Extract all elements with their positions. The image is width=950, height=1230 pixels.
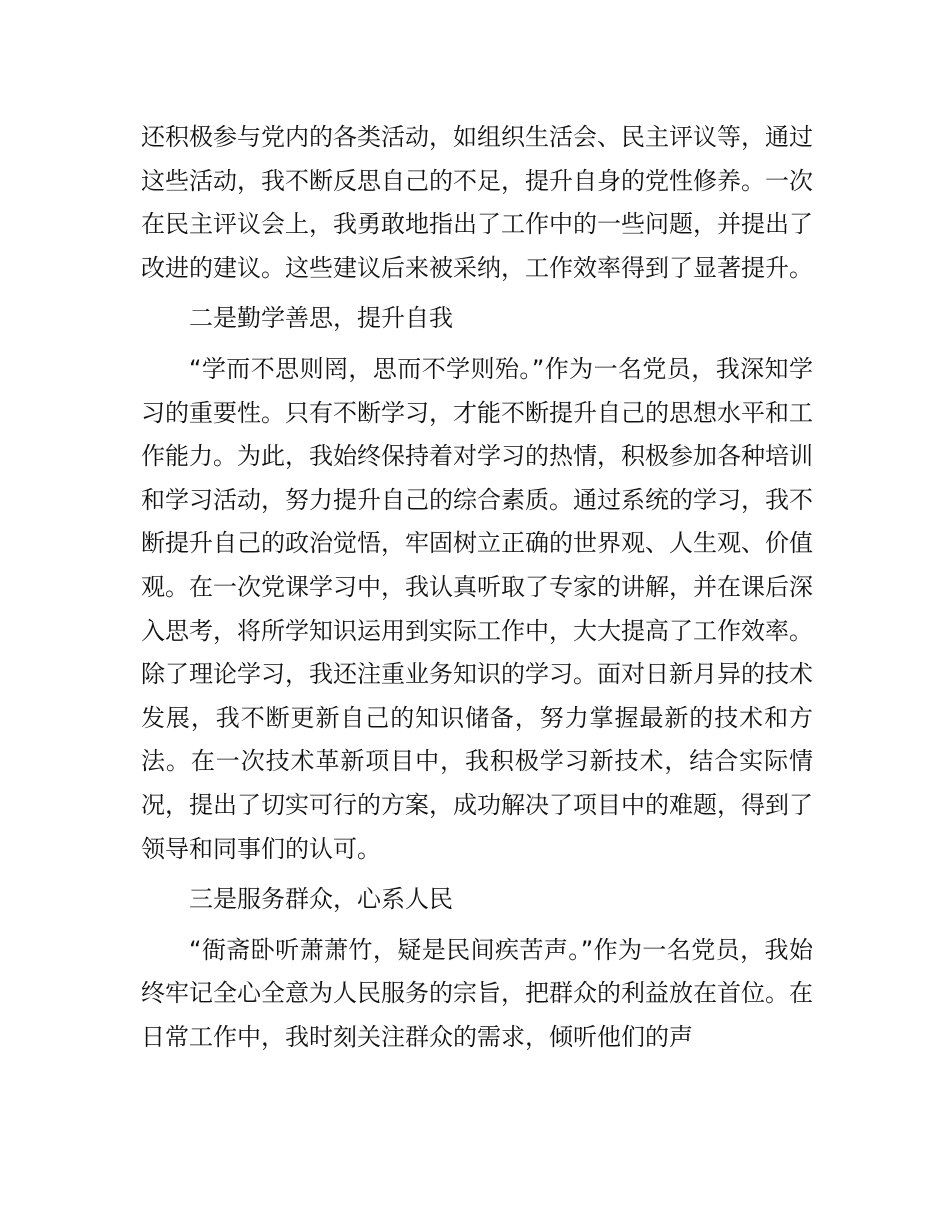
- paragraph-study: “学而不思则罔，思而不学则殆。”作为一名党员，我深知学习的重要性。只有不断学习，才能不断提升自己的思想水平和工作能力。为此，我始终保持着对学习的热情，积极参加各种培训和学习活动，努力提升自己的综合素质。通过系统的学习，我不断提升自己的政治觉悟，牢固树立正确的世界观、人生观、价值观。在一次党课学习中，我认真听取了专家的讲解，并在课后深入思考，将所学知识运用到实际工作中，大大提高了工作效率。除了理论学习，我还注重业务知识的学习。面对日新月异的技术发展，我不断更新自己的知识储备，努力掌握最新的技术和方法。在一次技术革新项目中，我积极学习新技术，结合实际情况，提出了切实可行的方案，成功解决了项目中的难题，得到了领导和同事们的认可。: [141, 354, 813, 863]
- section-heading-2: 二是勤学善思，提升自我: [189, 304, 453, 333]
- section-heading-3: 三是服务群众，心系人民: [189, 885, 453, 914]
- document-body: [141, 116, 813, 1066]
- paragraph-continuation: 还积极参与党内的各类活动，如组织生活会、民主评议等，通过这些活动，我不断反思自己的不足，提升自身的党性修养。一次在民主评议会上，我勇敢地指出了工作中的一些问题，并提出了改进的建议。这些建议后来被采纳，工作效率得到了显著提升。: [141, 123, 813, 282]
- paragraph-service: “衙斋卧听萧萧竹，疑是民间疾苦声。”作为一名党员，我始终牢记全心全意为人民服务的宗旨，把群众的利益放在首位。在日常工作中，我时刻关注群众的需求，倾听他们的声: [141, 935, 813, 1051]
